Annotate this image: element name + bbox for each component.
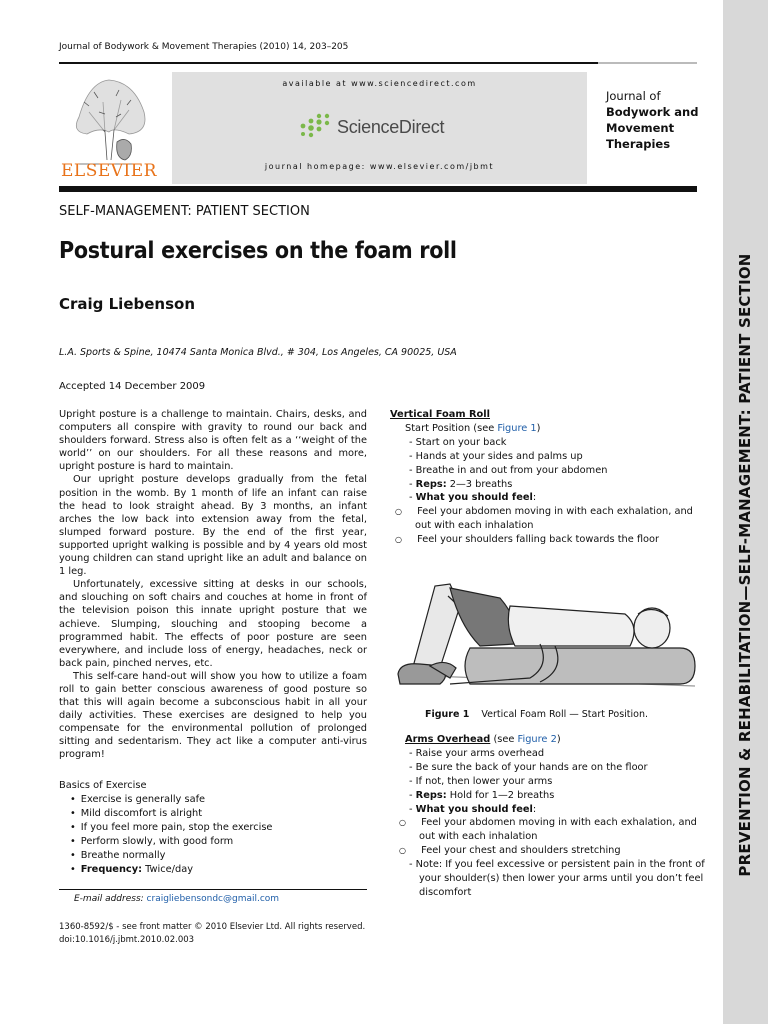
reps-line: - Reps: 2—3 breaths	[409, 478, 513, 490]
feel-line: - What you should feel:	[409, 803, 537, 815]
figure-1-illustration	[390, 566, 700, 696]
publisher-name: ELSEVIER	[61, 161, 157, 181]
list-item	[70, 863, 272, 877]
sciencedirect-banner	[172, 72, 587, 184]
list-item: • Mild discomfort is alright	[70, 807, 272, 821]
journal-name-line: Therapies	[606, 137, 671, 151]
figure-label: Figure 1	[425, 709, 470, 720]
note: - Note: If you feel excessive or persistent pain in the front of your shoulder(s) then lower your arms until you don’t feel discomfort	[409, 859, 705, 898]
sidebar-label: PREVENTION & REHABILITATION—SELF-MANAGEMENT: PATIENT SECTION	[736, 253, 754, 877]
available-at-text: available at www.sciencedirect.com	[282, 79, 477, 88]
accepted-date: Accepted 14 December 2009	[59, 381, 206, 392]
frequency-value: Twice/day	[145, 864, 194, 876]
feel-item	[399, 816, 705, 844]
reps-line: - Reps: Hold for 1—2 breaths	[409, 789, 555, 801]
section-label: SELF-MANAGEMENT: PATIENT SECTION	[59, 204, 310, 219]
affiliation: L.A. Sports & Spine, 10474 Santa Monica Blvd., # 304, Los Angeles, CA 90025, USA	[59, 347, 457, 358]
reps-label: Reps:	[415, 478, 447, 490]
circle-bullet-icon: ○	[395, 507, 402, 517]
copyright-block	[59, 921, 365, 947]
start-suffix: )	[536, 422, 541, 434]
article-title: Postural exercises on the foam roll	[59, 238, 457, 264]
figure-1-caption	[425, 709, 648, 720]
paragraph: Upright posture is a challenge to maintain. Chairs, desks, and computers all conspire with gravity to round our back and shoulders forward. Stress also is often felt as a ‘‘weight of the world’’ on our shoulders. For all these reasons and more, upright posture is hard to maintain.	[59, 409, 367, 473]
list-item: • If you feel more pain, stop the exercise	[70, 821, 272, 835]
circle-bullet-icon: ○	[399, 846, 406, 856]
feel-line: - What you should feel:	[409, 492, 537, 504]
journal-name-line: Journal of	[606, 89, 661, 103]
step: - Be sure the back of your hands are on the floor	[409, 761, 648, 773]
journal-citation: Journal of Bodywork & Movement Therapies (2010) 14, 203–205	[59, 42, 349, 52]
reps-value: 2—3 breaths	[449, 478, 513, 490]
paragraph: Our upright posture develops gradually from the fetal position in the womb. By 1 month of life an infant can raise the head to look straight ahead. By 3 months, an infant arches the low back into extension away from the fetal, slumped forward posture. By the end of the first year, supported upright walking is possible and by 4 years old most young children can stand upright like an adult and balance on 1 leg.	[59, 474, 367, 578]
reps-label: Reps:	[415, 789, 447, 801]
feel-item-text: Feel your chest and shoulders stretching	[421, 845, 621, 857]
basics-heading: Basics of Exercise	[59, 780, 147, 791]
list-item: • Exercise is generally safe	[70, 793, 272, 807]
feel-item-text: Feel your abdomen moving in with each exhalation, and out with each inhalation	[419, 817, 697, 843]
exercise-arms-overhead	[399, 733, 705, 900]
see-prefix: (see	[493, 734, 518, 745]
footnote-rule	[59, 889, 367, 890]
journal-name	[606, 88, 698, 152]
basics-list	[70, 793, 272, 878]
feel-item	[390, 505, 700, 533]
sciencedirect-wordmark: ScienceDirect	[337, 117, 445, 137]
email-footnote	[74, 894, 279, 904]
exercise-vertical-foam-roll	[390, 408, 700, 547]
feel-item	[390, 533, 700, 547]
see-suffix: )	[556, 734, 561, 745]
figure-1-link[interactable]: Figure 1	[497, 422, 537, 434]
step: - Breathe in and out from your abdomen	[409, 464, 608, 476]
doi-text[interactable]: doi:10.1016/j.jbmt.2010.02.003	[59, 935, 195, 945]
start-position-line	[390, 422, 700, 436]
sciencedirect-dots-icon	[297, 112, 333, 140]
paragraph: Unfortunately, excessive sitting at desks in our schools, and slouching on soft chairs and couches at home in front of the television poison this innate upright posture that we achieve. Slumping, slouching and stooping become a programmed habit. The effects of poor posture are seen everywhere, and include loss of energy, headaches, neck or back pain, pinched nerves, etc.	[59, 579, 367, 669]
circle-bullet-icon: ○	[395, 535, 402, 545]
exercise-title: Arms Overhead	[405, 734, 491, 745]
journal-name-rule	[598, 62, 697, 64]
journal-name-line: Bodywork and	[606, 105, 699, 119]
step: - Hands at your sides and palms up	[409, 450, 583, 462]
list-item: • Breathe normally	[70, 849, 272, 863]
step: - Raise your arms overhead	[409, 747, 545, 759]
step: - Start on your back	[409, 436, 507, 448]
feel-label: What you should feel	[415, 803, 533, 815]
feel-item-text: Feel your shoulders falling back towards the floor	[417, 534, 660, 546]
feel-item-text: Feel your abdomen moving in with each exhalation, and out with each inhalation	[415, 506, 693, 532]
reps-value: Hold for 1—2 breaths	[449, 789, 555, 801]
body-text	[59, 408, 367, 762]
feel-label: What you should feel	[415, 492, 533, 504]
exercise-title-line	[405, 733, 705, 747]
section-sidebar	[723, 0, 768, 1024]
paragraph: This self-care hand-out will show you how to utilize a foam roll to gain better conscious awareness of good posture so that this will again become a subconscious habit in all your daily activities. These exercises are designed to help you compensate for the environmental pollution of prolonged sitting and sedentarism. They act like a computer anti-virus program!	[59, 670, 367, 761]
circle-bullet-icon: ○	[399, 818, 406, 828]
email-link[interactable]: craigliebensondc@gmail.com	[146, 894, 280, 904]
list-item: • Perform slowly, with good form	[70, 835, 272, 849]
figure-caption-text: Vertical Foam Roll — Start Position.	[481, 709, 649, 720]
frequency-label: Frequency:	[80, 864, 143, 876]
exercise-title: Vertical Foam Roll	[390, 409, 490, 420]
journal-name-line: Movement	[606, 121, 675, 135]
email-label: E-mail address:	[74, 894, 144, 904]
feel-item	[399, 844, 705, 858]
copyright-text: 1360-8592/$ - see front matter © 2010 Elsevier Ltd. All rights reserved.	[59, 922, 366, 932]
title-rule	[59, 186, 697, 192]
figure-2-link[interactable]: Figure 2	[517, 734, 557, 745]
start-prefix: Start Position (see	[405, 422, 498, 434]
step: - If not, then lower your arms	[409, 775, 553, 787]
sciencedirect-logo	[297, 112, 467, 142]
author-name: Craig Liebenson	[59, 295, 196, 313]
journal-homepage: journal homepage: www.elsevier.com/jbmt	[264, 162, 495, 171]
